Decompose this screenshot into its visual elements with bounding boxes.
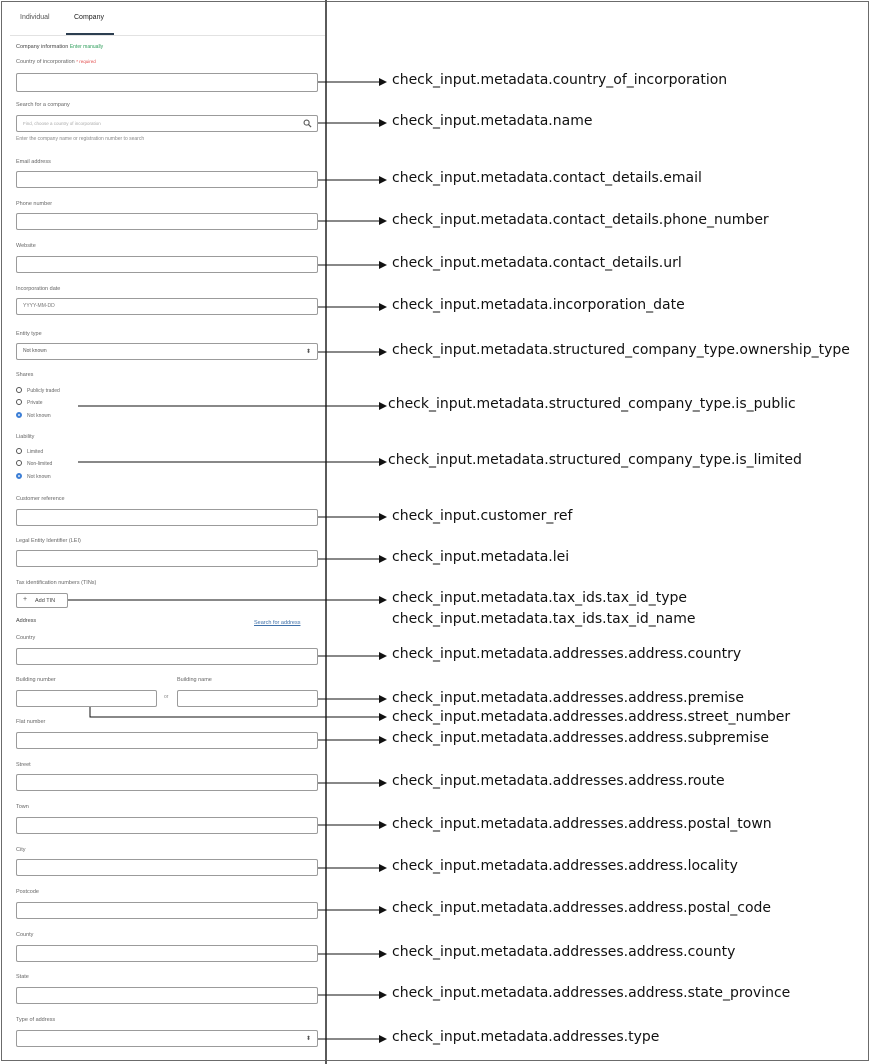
callout-label: check_input.metadata.name (392, 113, 593, 129)
callout-label: check_input.metadata.structured_company_type.ownership_type (392, 342, 850, 358)
or-text: or (164, 694, 169, 700)
county-label: County (16, 932, 34, 938)
callout-label: check_input.metadata.structured_company_type.is_limited (388, 452, 802, 468)
callout-label: check_input.metadata.addresses.address.premise (392, 690, 744, 706)
liability-limited-label: Limited (27, 449, 44, 455)
callout-label: check_input.metadata.addresses.address.country (392, 646, 742, 662)
city-label: City (16, 847, 26, 853)
incorporation-date-placeholder: YYYY-MM-DD (23, 303, 55, 309)
callout-label: check_input.metadata.country_of_incorporation (392, 72, 728, 88)
callout-label: check_input.metadata.addresses.address.county (392, 944, 736, 960)
phone-label: Phone number (16, 201, 53, 207)
entity-type-label: Entity type (16, 331, 42, 337)
callout-label: check_input.metadata.lei (392, 549, 570, 565)
liability-label: Liability (16, 434, 35, 440)
callout-label: check_input.metadata.structured_company_type.is_public (388, 396, 796, 412)
liability-non-limited-label: Non-limited (27, 461, 53, 467)
customer-reference-label: Customer reference (16, 496, 65, 502)
callout-label: check_input.metadata.incorporation_date (392, 297, 685, 313)
callout-label: check_input.metadata.addresses.address.postal_code (392, 900, 772, 916)
liability-not-known-label: Not known (27, 474, 51, 480)
tins-label: Tax identification numbers (TINs) (16, 580, 97, 586)
country-label: Country (16, 635, 36, 641)
country-incorporation-label: Country of incorporation (16, 59, 75, 65)
callout-label: check_input.metadata.tax_ids.tax_id_type (392, 590, 688, 606)
town-label: Town (16, 804, 29, 810)
email-label: Email address (16, 159, 51, 165)
chevron-updown-icon: ⬍ (305, 1036, 311, 1042)
callout-label: check_input.metadata.contact_details.url (392, 255, 682, 271)
callout-label: check_input.customer_ref (392, 508, 573, 524)
tab-company[interactable]: Company (74, 14, 104, 21)
callout-label: check_input.metadata.contact_details.phone_number (392, 212, 769, 228)
state-label: State (16, 974, 29, 980)
search-company-label: Search for a company (16, 102, 70, 108)
callout-label: check_input.metadata.addresses.address.street_number (392, 709, 791, 725)
building-name-label: Building name (177, 677, 212, 683)
shares-private-label: Private (27, 400, 43, 406)
plus-icon: + (23, 596, 28, 603)
search-for-address-link[interactable]: Search for address (254, 620, 301, 626)
callout-label: check_input.metadata.addresses.address.locality (392, 858, 738, 874)
street-label: Street (16, 762, 31, 768)
incorporation-date-label: Incorporation date (16, 286, 61, 292)
arrow-15 (90, 707, 386, 717)
website-label: Website (16, 243, 36, 249)
chevron-updown-icon: ⬍ (305, 349, 311, 355)
address-title: Address (16, 618, 37, 624)
search-company-hint: Enter the company name or registration number to search (16, 136, 145, 142)
section-title: Company information (16, 44, 69, 50)
callout-label: check_input.metadata.contact_details.email (392, 170, 702, 186)
shares-label: Shares (16, 372, 34, 378)
building-number-label: Building number (16, 677, 56, 683)
add-tin-label: Add TIN (35, 598, 56, 604)
shares-not-known-label: Not known (27, 413, 51, 419)
postcode-label: Postcode (16, 889, 39, 895)
lei-label: Legal Entity Identifier (LEI) (16, 538, 81, 544)
flat-number-label: Flat number (16, 719, 46, 725)
callout-label: check_input.metadata.addresses.address.subpremise (392, 730, 770, 746)
tab-individual[interactable]: Individual (20, 14, 50, 21)
shares-publicly-traded-label: Publicly traded (27, 388, 60, 394)
callout-label: check_input.metadata.addresses.address.state_province (392, 985, 791, 1001)
enter-manually-link[interactable]: Enter manually (69, 44, 104, 50)
required-tag: * required (76, 59, 96, 64)
type-address-label: Type of address (16, 1017, 56, 1023)
callout-label: check_input.metadata.tax_ids.tax_id_name (392, 611, 696, 627)
callout-label: check_input.metadata.addresses.address.postal_town (392, 816, 772, 832)
search-company-placeholder: Find, choose a country of incorporation (23, 121, 101, 126)
callout-label: check_input.metadata.addresses.address.route (392, 773, 725, 789)
entity-type-value: Not known (23, 348, 47, 354)
callout-label: check_input.metadata.addresses.type (392, 1029, 660, 1045)
